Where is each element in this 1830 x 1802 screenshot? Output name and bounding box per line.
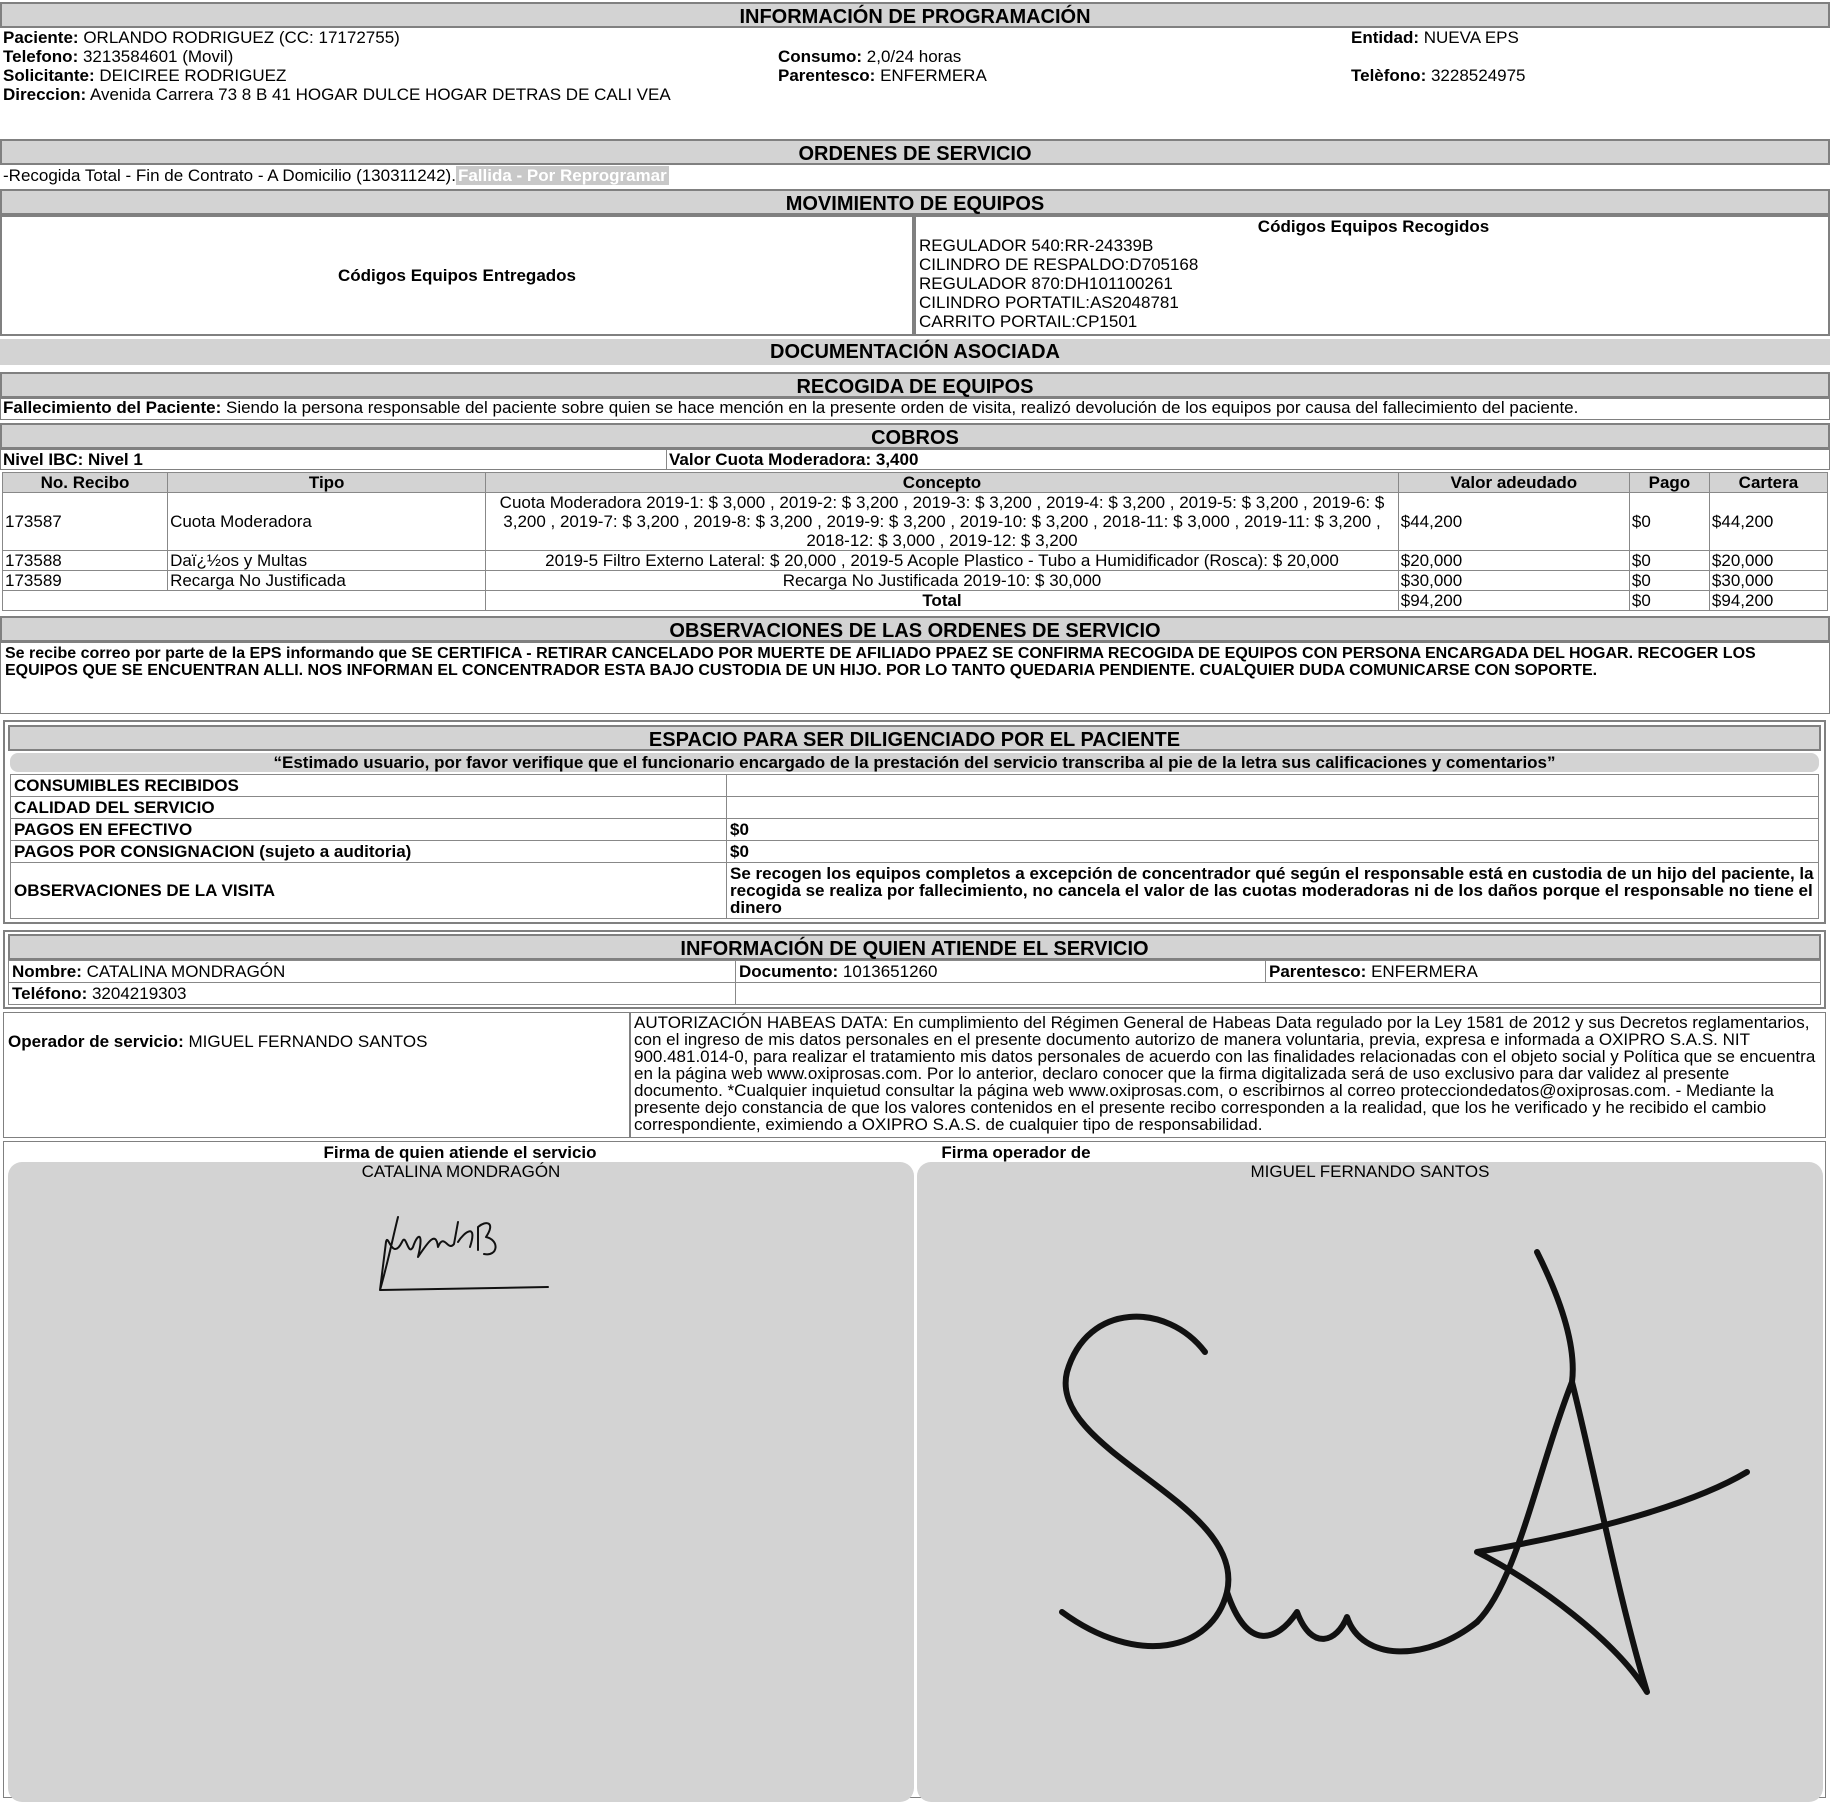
paciente-table [10, 774, 1819, 919]
direccion-value: Avenida Carrera 73 8 B 41 HOGAR DULCE HOGAR DETRAS DE CALI VEA [89, 85, 671, 104]
table-row [11, 841, 1819, 863]
ordenes-line [0, 165, 1830, 187]
table-row [11, 775, 1819, 797]
pago-cell: $0 [1629, 551, 1709, 571]
tipo-cell: Recarga No Justificada [168, 571, 486, 591]
atiende-telefono: 3204219303 [91, 984, 187, 1003]
entregados-cell [0, 215, 914, 336]
total-cartera: $94,200 [1709, 591, 1827, 611]
recogida-label: Fallecimiento del Paciente: [3, 398, 222, 417]
col-header: Cartera [1709, 473, 1827, 493]
total-row [3, 591, 1828, 611]
recogido-item: CARRITO PORTAIL:CP1501 [919, 312, 1138, 331]
concepto-cell: Cuota Moderadora 2019-1: $ 3,000 , 2019-2: $ 3,200 , 2019-3: $ 3,200 , 2019-4: $ 3,200 , 2019-5: $ 3,200 , 2019-6: $ 3,200 , 2019-7: $ 3,200 , 2019-8: $ 3,200 , 2019-9: $ 3,200 , 2019-10: $ 3,200 , 2018-11: $ 3,000 , 2019-11: $ 3,200 , 2018-12: $ 3,000 , 2019-12: $ 3,200 [486, 493, 1399, 551]
operador-block [3, 1012, 1826, 1138]
operador-label: Operador de servicio: [8, 1032, 184, 1051]
paciente-espacio-box [3, 720, 1826, 924]
document [0, 2, 1830, 1798]
firmas-block [3, 1141, 1826, 1798]
atiende-nombre: CATALINA MONDRAGÓN [86, 962, 286, 981]
entidad-value: NUEVA EPS [1423, 28, 1519, 47]
telefono2-value: 3228524975 [1430, 66, 1526, 85]
direccion-line: Direccion: Avenida Carrera 73 8 B 41 HOGAR DULCE HOGAR DETRAS DE CALI VEA [3, 85, 671, 104]
col-header: Pago [1629, 473, 1709, 493]
concepto-cell: Recarga No Justificada 2019-10: $ 30,000 [486, 571, 1399, 591]
pago-cell: $0 [1629, 571, 1709, 591]
row-label: PAGOS EN EFECTIVO [11, 819, 727, 841]
valor-cell: $20,000 [1398, 551, 1629, 571]
recogido-item: REGULADOR 540:RR-24339B [919, 236, 1154, 255]
tipo-cell: Daï¿½os y Multas [168, 551, 486, 571]
recogida-line [0, 398, 1830, 420]
row-value [727, 775, 1819, 797]
row-value: Se recogen los equipos completos a excepción de concentrador qué según el responsable está en custodia de un hijo del paciente, la recogida se realiza por fallecimiento, no cancela el valor de las cuotas moderadoras ni de los daños porque el responsable no tiene el dinero [727, 863, 1819, 919]
atiende-documento: 1013651260 [842, 962, 938, 981]
col-header: Tipo [168, 473, 486, 493]
recibo-cell: 173588 [3, 551, 168, 571]
atiende-table [8, 960, 1821, 1005]
firma-atiende-panel [8, 1162, 914, 1802]
paciente-line: Paciente: ORLANDO RODRIGUEZ (CC: 17172755) [3, 28, 400, 47]
table-row [3, 493, 1828, 551]
movimiento-title: MOVIMIENTO DE EQUIPOS [0, 189, 1830, 215]
entidad-line: Entidad: NUEVA EPS [1351, 28, 1519, 47]
ordenes-title: ORDENES DE SERVICIO [0, 139, 1830, 165]
firma-operador-panel [917, 1162, 1823, 1802]
recibo-cell: 173587 [3, 493, 168, 551]
recogido-item: CILINDRO PORTATIL:AS2048781 [919, 293, 1179, 312]
cobros-info [0, 449, 1830, 470]
atiende-title: INFORMACIÓN DE QUIEN ATIENDE EL SERVICIO [8, 934, 1821, 960]
recogidos-label: Códigos Equipos Recogidos [1257, 217, 1490, 236]
solicitante-value: DEICIREE RODRIGUEZ [99, 66, 287, 85]
programacion-title: INFORMACIÓN DE PROGRAMACIÓN [0, 2, 1830, 28]
paciente-note: “Estimado usuario, por favor verifique que el funcionario encargado de la prestación del servicio transcriba al pie de la letra sus calificaciones y comentarios” [10, 753, 1819, 772]
col-header: Valor adeudado [1398, 473, 1629, 493]
parentesco-line: Parentesco: ENFERMERA [778, 66, 987, 85]
movimiento-block [0, 215, 1830, 336]
entregados-label: Códigos Equipos Entregados [337, 266, 576, 285]
cartera-cell: $20,000 [1709, 551, 1827, 571]
habeas-data: AUTORIZACIÓN HABEAS DATA: En cumplimiento del Régimen General de Habeas Data regulado por la Ley 1581 de 2012 y sus Decretos reglamentarios, con el ingreso de mis datos personales en el presente documento autorizo de manera voluntaria, previa, expresa e informada a OXIPRO S.A.S. NIT 900.481.014-0, para realizar el tratamiento mis datos personales de acuerdo con las finalidades relacionadas con el objeto social y Política que se encuentra en la página web www.oxiprosas.com. Por lo anterior, declaro conocer que la firma digitalizada será de uso exclusivo para dar validez al presente documento. *Cualquier inquietud consultar la página web www.oxiprosas.com, o escribirnos al correo protecciondedatos@oxiprosas.com. - Mediante la presente dejo constancia de que los valores contenidos en el presente recibo corresponden a la realidad, que los he verificado y he recibido el cambio correspondiente, eximiendo a OXIPRO S.A.S. de cualquier tipo de responsabilidad. [630, 1012, 1826, 1138]
table-row: Teléfono: 3204219303 [9, 983, 1821, 1005]
consumo-value: 2,0/24 horas [866, 47, 962, 66]
tipo-cell: Cuota Moderadora [168, 493, 486, 551]
row-label: CONSUMIBLES RECIBIDOS [11, 775, 727, 797]
orden-status-badge: Fallida - Por Reprogramar [457, 166, 667, 185]
concepto-cell: 2019-5 Filtro Externo Lateral: $ 20,000 , 2019-5 Acople Plastico - Tubo a Humidificador (Rosca): $ 20,000 [486, 551, 1399, 571]
row-value: $0 [727, 819, 1819, 841]
table-row [11, 819, 1819, 841]
parentesco-value: ENFERMERA [880, 66, 987, 85]
table-row [11, 797, 1819, 819]
nivel-ibc: Nivel IBC: Nivel 1 [3, 450, 143, 469]
firma-atiende-name: CATALINA MONDRAGÓN [361, 1162, 561, 1181]
atiende-parentesco: ENFERMERA [1371, 962, 1478, 981]
recogido-item: REGULADOR 870:DH101100261 [919, 274, 1173, 293]
cartera-cell: $30,000 [1709, 571, 1827, 591]
cobros-header-row [3, 473, 1828, 493]
paciente-espacio-title: ESPACIO PARA SER DILIGENCIADO POR EL PACIENTE [8, 725, 1821, 751]
row-value [727, 797, 1819, 819]
recogido-item: CILINDRO DE RESPALDO:D705168 [919, 255, 1199, 274]
signature-atiende-icon [8, 1202, 914, 1402]
row-value: $0 [727, 841, 1819, 863]
valor-cell: $44,200 [1398, 493, 1629, 551]
recogidos-list [919, 236, 1828, 331]
total-pago: $0 [1629, 591, 1709, 611]
table-row: Nombre: CATALINA MONDRAGÓN Documento: 1013651260 Parentesco: ENFERMERA [9, 961, 1821, 983]
telefono2-line: Telèfono: 3228524975 [1351, 66, 1526, 85]
valor-cell: $30,000 [1398, 571, 1629, 591]
firma-operador-name: MIGUEL FERNANDO SANTOS [1250, 1162, 1490, 1181]
cobros-title: COBROS [0, 423, 1830, 449]
row-label: OBSERVACIONES DE LA VISITA [11, 863, 727, 919]
pago-cell: $0 [1629, 493, 1709, 551]
row-label: CALIDAD DEL SERVICIO [11, 797, 727, 819]
row-label: PAGOS POR CONSIGNACION (sujeto a auditoria) [11, 841, 727, 863]
operador-cell [3, 1012, 630, 1138]
cobros-table [2, 472, 1828, 611]
cartera-cell: $44,200 [1709, 493, 1827, 551]
table-row [11, 863, 1819, 919]
consumo-line: Consumo: 2,0/24 horas [778, 47, 962, 66]
programacion-block [0, 28, 1830, 104]
firma-atiende-title: Firma de quien atiende el servicio [323, 1143, 597, 1162]
telefono-value: 3213584601 (Movil) [82, 47, 234, 66]
recogida-text: Siendo la persona responsable del paciente sobre quien se hace mención en la presente orden de visita, realizó devolución de los equipos por causa del fallecimiento del paciente. [225, 398, 1579, 417]
recogidos-cell [914, 215, 1830, 336]
observaciones-title: OBSERVACIONES DE LAS ORDENES DE SERVICIO [0, 616, 1830, 642]
table-row [3, 571, 1828, 591]
total-valor: $94,200 [1398, 591, 1629, 611]
operador-name: MIGUEL FERNANDO SANTOS [188, 1032, 428, 1051]
recibo-cell: 173589 [3, 571, 168, 591]
telefono-line: Telefono: 3213584601 (Movil) [3, 47, 234, 66]
signature-operador-icon [917, 1222, 1823, 1782]
solicitante-line: Solicitante: DEICIREE RODRIGUEZ [3, 66, 287, 85]
observaciones-text: Se recibe correo por parte de la EPS informando que SE CERTIFICA - RETIRAR CANCELADO POR MUERTE DE AFILIADO PPAEZ SE CONFIRMA RECOGIDA DE EQUIPOS CON PERSONA ENCARGADA DEL HOGAR. RECOGER LOS EQUIPOS QUE SE ENCUENTRAN ALLI. NOS INFORMAN EL CONCENTRADOR ESTA BAJO CUSTODIA DE UN HIJO. POR LO TANTO QUEDARIA PENDIENTE. CUALQUIER DUDA COMUNICARSE CON SOPORTE. [0, 642, 1830, 714]
paciente-value: ORLANDO RODRIGUEZ (CC: 17172755) [83, 28, 400, 47]
cuota-moderadora: Valor Cuota Moderadora: 3,400 [666, 450, 918, 469]
table-row [3, 551, 1828, 571]
recogida-title: RECOGIDA DE EQUIPOS [0, 372, 1830, 398]
atiende-box [3, 930, 1826, 1009]
orden-text: -Recogida Total - Fin de Contrato - A Domicilio (130311242). [3, 166, 456, 185]
firma-operador-title: Firma operador de [941, 1143, 1091, 1162]
col-header: No. Recibo [3, 473, 168, 493]
total-label: Total [486, 591, 1399, 611]
col-header: Concepto [486, 473, 1399, 493]
documentacion-title: DOCUMENTACIÓN ASOCIADA [0, 339, 1830, 365]
